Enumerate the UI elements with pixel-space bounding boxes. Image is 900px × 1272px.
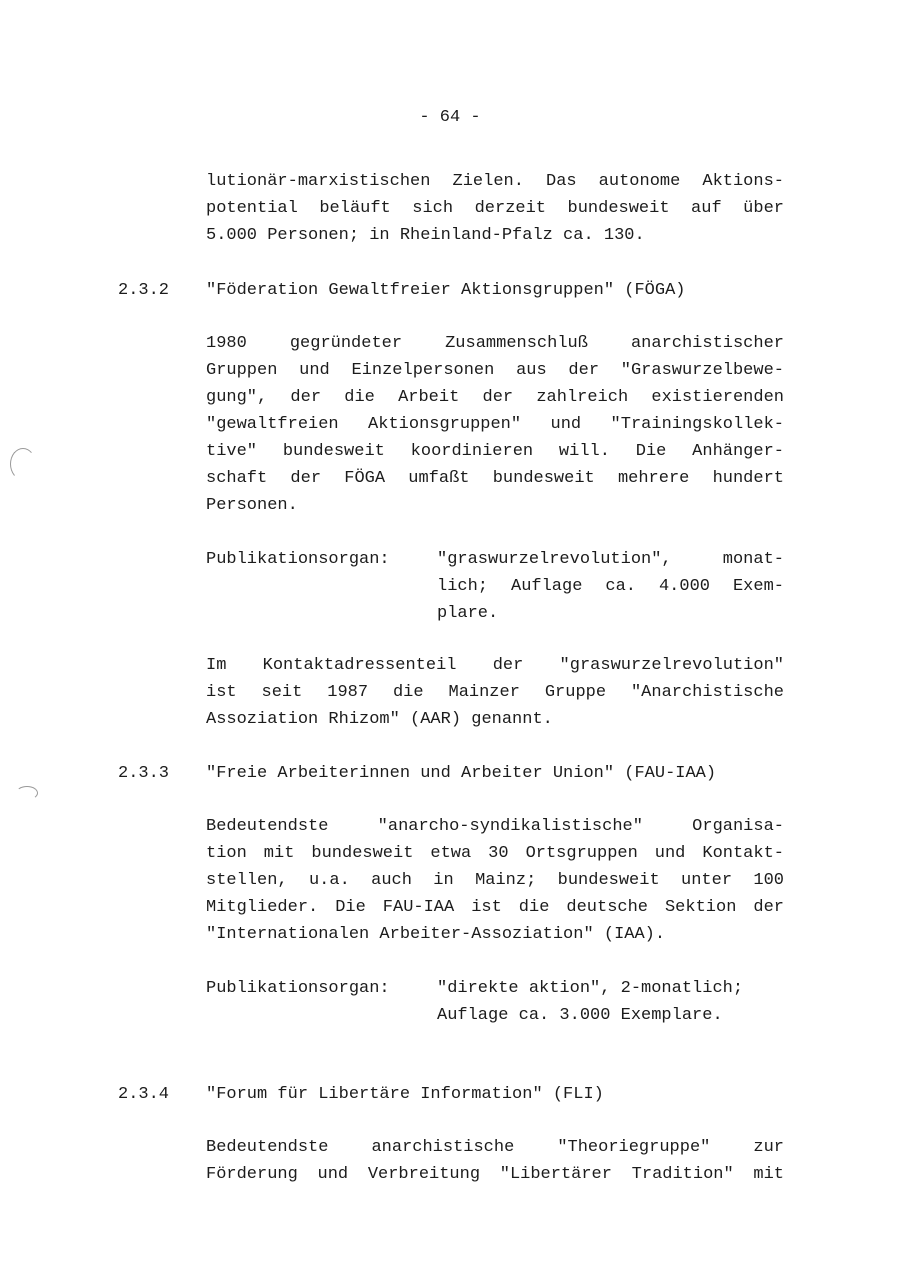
text-line: "Internationalen Arbeiter-Assoziation" (IAA). (206, 925, 666, 944)
text-line: "direkte aktion", 2-monatlich; (437, 979, 744, 998)
text-line: "gewaltfreien Aktionsgruppen" und "Trainingskollek- (206, 415, 784, 434)
aar-paragraph (206, 652, 784, 733)
text-line: Personen. (206, 496, 298, 515)
scan-artifact-mark (10, 448, 36, 480)
intro-paragraph (206, 168, 784, 249)
text-line: schaft der FÖGA umfaßt bundesweit mehrere hundert (206, 469, 784, 488)
text-line: Assoziation Rhizom" (AAR) genannt. (206, 710, 553, 729)
text-line: lich; Auflage ca. 4.000 Exem- (437, 577, 784, 596)
text-line: Förderung und Verbreitung "Libertärer Tradition" mit (206, 1165, 784, 1184)
text-line: "graswurzelrevolution", monat- (437, 550, 784, 569)
publication-label: Publikationsorgan: (206, 979, 390, 998)
text-line: 5.000 Personen; in Rheinland-Pfalz ca. 130. (206, 226, 645, 245)
section-title-foega: "Föderation Gewaltfreier Aktionsgruppen" (FÖGA) (206, 281, 686, 300)
section-number-2-3-3: 2.3.3 (118, 764, 170, 783)
text-line: stellen, u.a. auch in Mainz; bundesweit unter 100 (206, 871, 784, 890)
text-line: lutionär-marxistischen Zielen. Das autonome Aktions- (206, 172, 784, 191)
text-line: Auflage ca. 3.000 Exemplare. (437, 1006, 723, 1025)
scan-artifact-mark (16, 786, 38, 800)
page-number: - 64 - (419, 108, 481, 127)
text-line: Mitglieder. Die FAU-IAA ist die deutsche Sektion der (206, 898, 784, 917)
section-title-fli: "Forum für Libertäre Information" (FLI) (206, 1085, 604, 1104)
text-line: 1980 gegründeter Zusammenschluß anarchistischer (206, 334, 784, 353)
text-line: gung", der die Arbeit der zahlreich existierenden (206, 388, 784, 407)
text-line: tion mit bundesweit etwa 30 Ortsgruppen und Kontakt- (206, 844, 784, 863)
text-line: Bedeutendste anarchistische "Theoriegruppe" zur (206, 1138, 784, 1157)
text-line: potential beläuft sich derzeit bundesweit auf über (206, 199, 784, 218)
text-line: Bedeutendste "anarcho-syndikalistische" Organisa- (206, 817, 784, 836)
fli-paragraph (206, 1134, 784, 1188)
text-line: plare. (437, 604, 499, 623)
publication-label: Publikationsorgan: (206, 550, 390, 569)
text-line: Gruppen und Einzelpersonen aus der "Graswurzelbewe- (206, 361, 784, 380)
section-number-2-3-2: 2.3.2 (118, 281, 170, 300)
foega-paragraph (206, 330, 784, 519)
section-number-2-3-4: 2.3.4 (118, 1085, 170, 1104)
section-title-fau: "Freie Arbeiterinnen und Arbeiter Union" (FAU-IAA) (206, 764, 717, 783)
text-line: Im Kontaktadressenteil der "graswurzelrevolution" (206, 656, 784, 675)
publication-value (437, 546, 784, 627)
text-line: ist seit 1987 die Mainzer Gruppe "Anarchistische (206, 683, 784, 702)
publication-value (437, 975, 784, 1029)
text-line: tive" bundesweit koordinieren will. Die Anhänger- (206, 442, 784, 461)
fau-paragraph (206, 813, 784, 948)
